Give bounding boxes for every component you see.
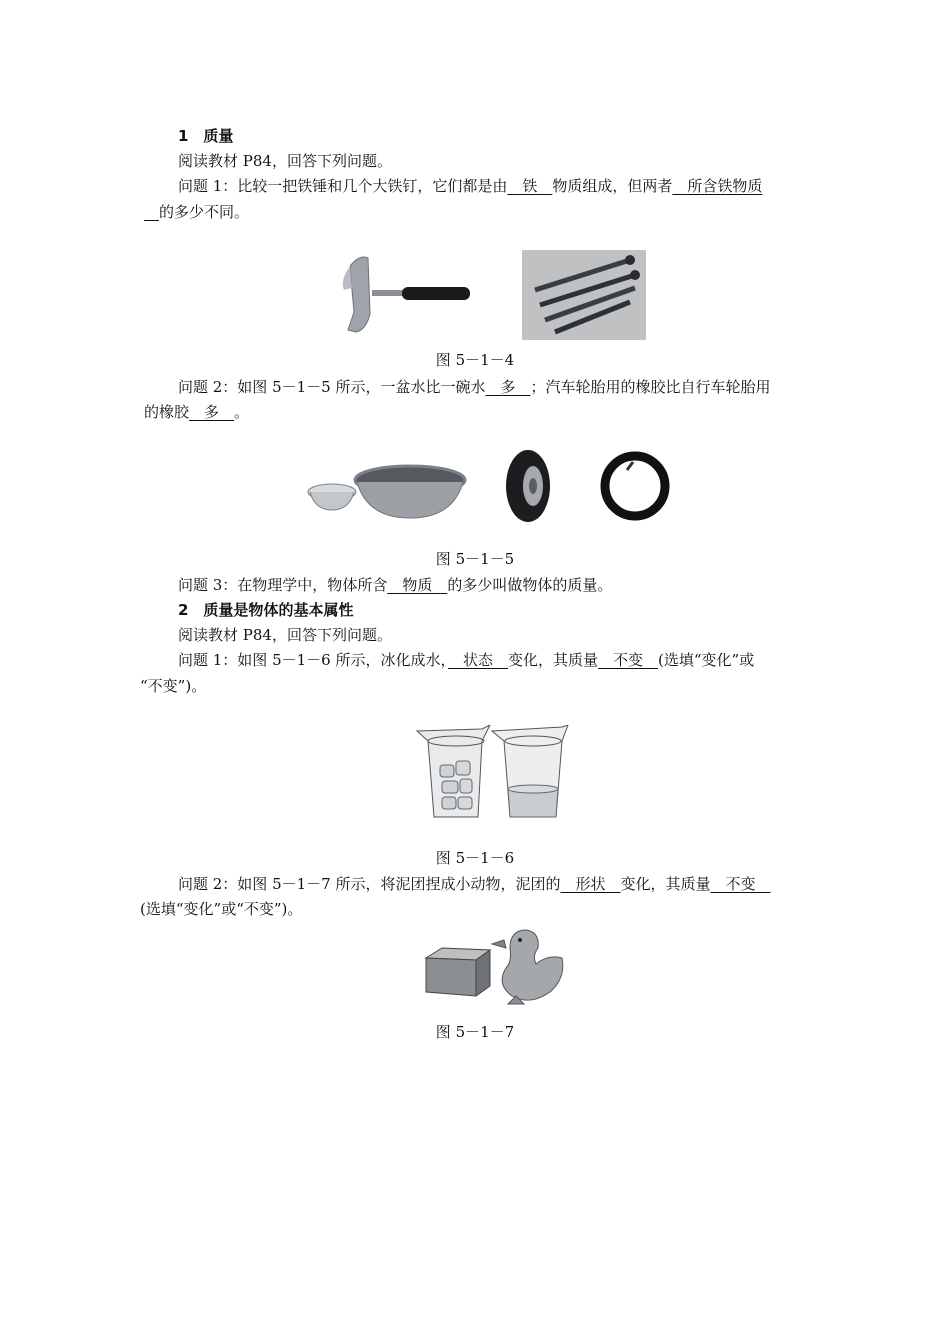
hammer-icon bbox=[343, 257, 470, 332]
answer-blank: 多 bbox=[189, 403, 235, 421]
bowl-icon bbox=[308, 484, 356, 510]
section-heading: 1 质量 bbox=[178, 127, 234, 145]
bicycle-tube-icon bbox=[605, 456, 665, 516]
ice-and-water-figure bbox=[412, 725, 572, 820]
hammer-and-nails-figure bbox=[330, 250, 650, 340]
water-beaker-icon bbox=[492, 725, 568, 817]
clay-duck-icon bbox=[492, 930, 563, 1004]
answer-blank: 形状 bbox=[560, 875, 621, 893]
answer-blank: 不变 bbox=[710, 875, 771, 893]
question-text: 的多少不同。 bbox=[159, 203, 250, 221]
answer-blank: 多 bbox=[485, 378, 531, 396]
question-text: 问题 1：比较一把铁锤和几个大铁钉，它们都是由 铁 物质组成，但两者 所含铁物质 bbox=[178, 177, 763, 195]
figure-caption: 图 5－1－7 bbox=[435, 1023, 515, 1041]
ice-beaker-icon bbox=[417, 725, 490, 817]
answer-blank: 铁 bbox=[507, 177, 553, 195]
question-text: 问题 3：在物理学中，物体所含 物质 的多少叫做物体的质量。 bbox=[178, 576, 613, 594]
read-instruction: 阅读教材 P84，回答下列问题。 bbox=[178, 152, 392, 170]
car-tire-icon bbox=[506, 450, 550, 522]
clay-block-icon bbox=[426, 948, 490, 996]
question-text: 问题 2：如图 5－1－5 所示，一盆水比一碗水 多 ；汽车轮胎用的橡胶比自行车轮胎用 bbox=[178, 378, 771, 396]
question-text: 问题 1：如图 5－1－6 所示，冰化成水， 状态 变化，其质量 不变 (选填“变化”或 bbox=[178, 651, 755, 669]
answer-blank: 状态 bbox=[447, 651, 508, 669]
question-text: 的橡胶 多 。 bbox=[144, 403, 250, 421]
answer-blank: 所含铁物质 bbox=[672, 177, 763, 195]
question-text: 问题 2：如图 5－1－7 所示，将泥团捏成小动物，泥团的 形状 变化，其质量 不变 bbox=[178, 875, 771, 893]
answer-blank: 不变 bbox=[598, 651, 659, 669]
basin-icon bbox=[355, 466, 465, 518]
water-and-tires-figure bbox=[305, 448, 675, 528]
question-text: “不变”)。 bbox=[140, 677, 207, 695]
figure-caption: 图 5－1－4 bbox=[435, 351, 515, 369]
answer-blank: 物质 bbox=[387, 576, 448, 594]
section-heading: 2 质量是物体的基本属性 bbox=[178, 601, 354, 619]
read-instruction: 阅读教材 P84，回答下列问题。 bbox=[178, 626, 392, 644]
figure-caption: 图 5－1－6 bbox=[435, 849, 515, 867]
clay-and-duck-figure bbox=[420, 922, 570, 1010]
nails-icon bbox=[522, 250, 646, 340]
question-text: (选填“变化”或“不变”)。 bbox=[140, 900, 303, 918]
figure-caption: 图 5－1－5 bbox=[435, 550, 515, 568]
